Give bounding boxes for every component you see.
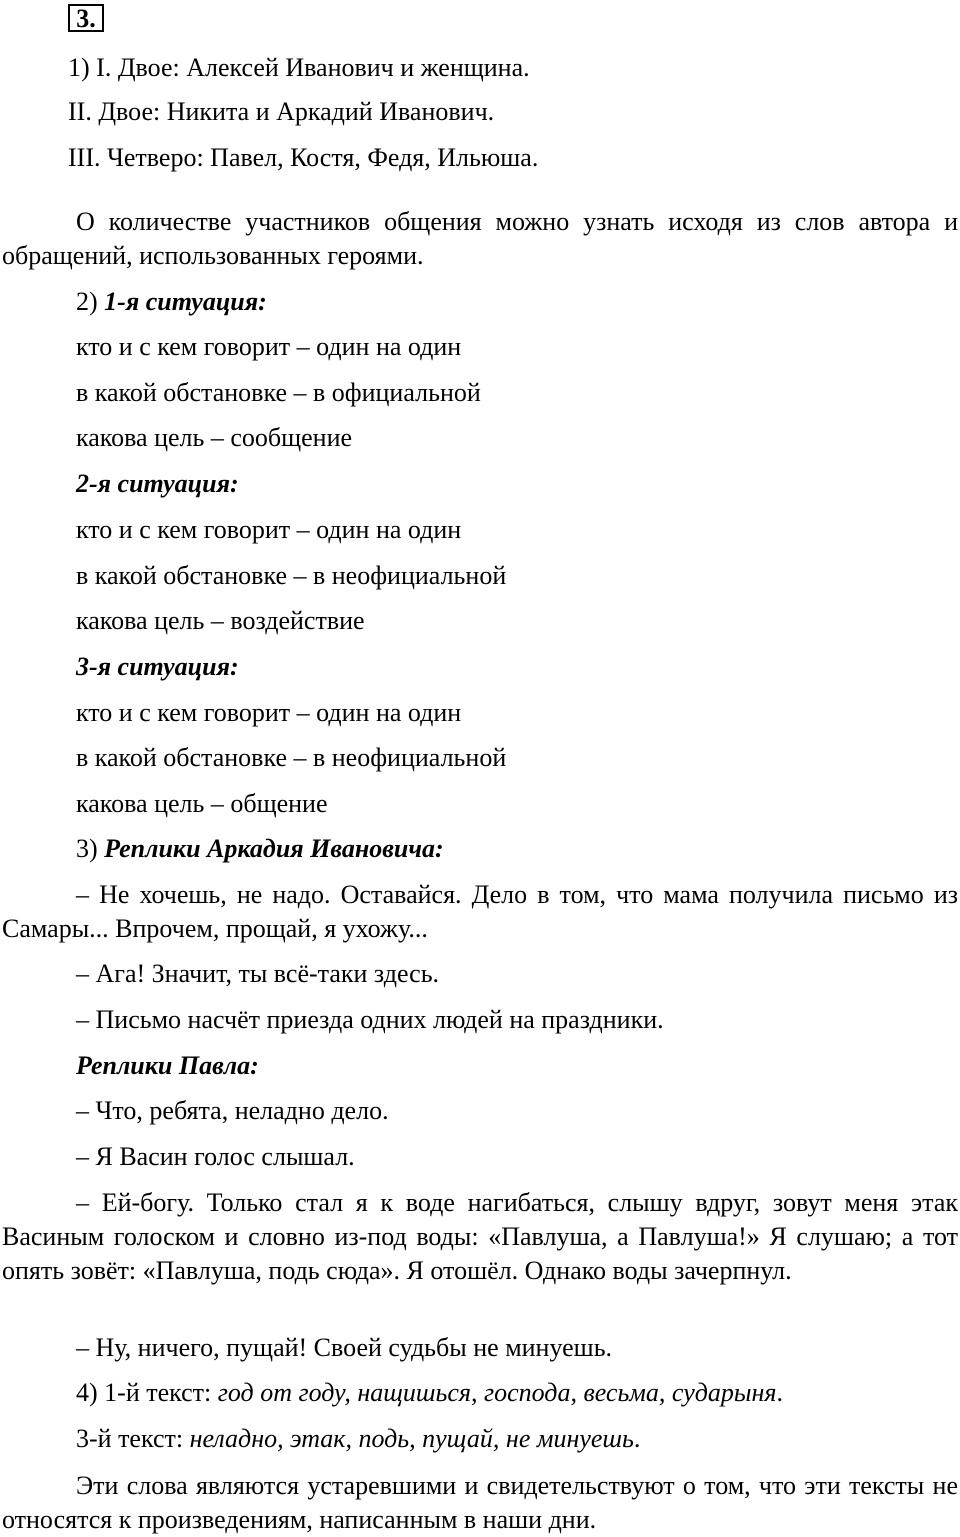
- situation-1-goal: какова цель – сообщение: [76, 423, 353, 452]
- text1-words: год от году, нащишься, господа, весьма, сударыня: [217, 1378, 777, 1407]
- part1-note: О количестве участников общения можно узнать исходя из слов автора и обращений, использованных героями.: [2, 207, 958, 270]
- arkady-title: Реплики Аркадия Ивановича:: [104, 834, 444, 863]
- situation-1-heading: [76, 286, 267, 318]
- pavel-line-3: – Ей-богу. Только стал я к воде нагибаться, слышу вдруг, зовут меня этак Васиным голоском и словно из-под воды: «Павлуша, а Павлуша!» Я слушаю; а тот опять зовёт: «Павлуша, подь сюда». Я отошёл. Однако воды зачерпнул.: [2, 1188, 958, 1285]
- task-number-box: 3.: [68, 4, 104, 32]
- situation-1-who: кто и с кем говорит – один на один: [76, 332, 462, 361]
- pavel-line-1: – Что, ребята, неладно дело.: [76, 1096, 389, 1125]
- arkady-line-1: – Не хочешь, не надо. Оставайся. Дело в том, что мама получила письмо из Самары... Впрочем, прощай, я ухожу...: [2, 880, 958, 943]
- arkady-heading: [76, 833, 444, 865]
- situation-2-who: кто и с кем говорит – один на один: [76, 515, 462, 544]
- pavel-line-4: – Ну, ничего, пущай! Своей судьбы не минуешь.: [76, 1333, 613, 1362]
- situation-2-setting: в какой обстановке – в неофициальной: [76, 561, 507, 590]
- text3-words: неладно, этак, подь, пущай, не минуешь: [189, 1424, 634, 1453]
- situation-2-title: 2-я ситуация:: [76, 469, 239, 498]
- part3-prefix: 3): [76, 834, 105, 863]
- part2-prefix: 2): [76, 287, 105, 316]
- conclusion: Эти слова являются устаревшими и свидетельствуют о том, что эти тексты не относятся к произведениям, написанным в наши дни.: [2, 1471, 958, 1534]
- situation-3-goal: какова цель – общение: [76, 789, 328, 818]
- situation-1-setting: в какой обстановке – в официальной: [76, 378, 481, 407]
- pavel-title: Реплики Павла:: [76, 1051, 259, 1080]
- part1-line1: 1) I. Двое: Алексей Иванович и женщина.: [68, 53, 530, 82]
- text1-label: 4) 1-й текст:: [76, 1378, 218, 1407]
- text3-label: 3-й текст:: [76, 1424, 190, 1453]
- arkady-line-2: – Ага! Значит, ты всё-таки здесь.: [76, 959, 440, 988]
- situation-3-who: кто и с кем говорит – один на один: [76, 698, 462, 727]
- arkady-line-3: – Письмо насчёт приезда одних людей на праздники.: [76, 1005, 664, 1034]
- situation-1-title: 1-я ситуация:: [104, 287, 267, 316]
- text1-words-line: [76, 1377, 783, 1409]
- situation-3-setting: в какой обстановке – в неофициальной: [76, 743, 507, 772]
- text3-words-line: [76, 1423, 640, 1455]
- text1-period: .: [776, 1378, 783, 1407]
- text3-period: .: [633, 1424, 641, 1453]
- situation-3-title: 3-я ситуация:: [76, 652, 239, 681]
- part1-line3: III. Четверо: Павел, Костя, Федя, Ильюша.: [68, 143, 539, 172]
- part1-line2: II. Двое: Никита и Аркадий Иванович.: [68, 97, 495, 126]
- situation-2-goal: какова цель – воздействие: [76, 606, 365, 635]
- pavel-line-2: – Я Васин голос слышал.: [76, 1142, 355, 1171]
